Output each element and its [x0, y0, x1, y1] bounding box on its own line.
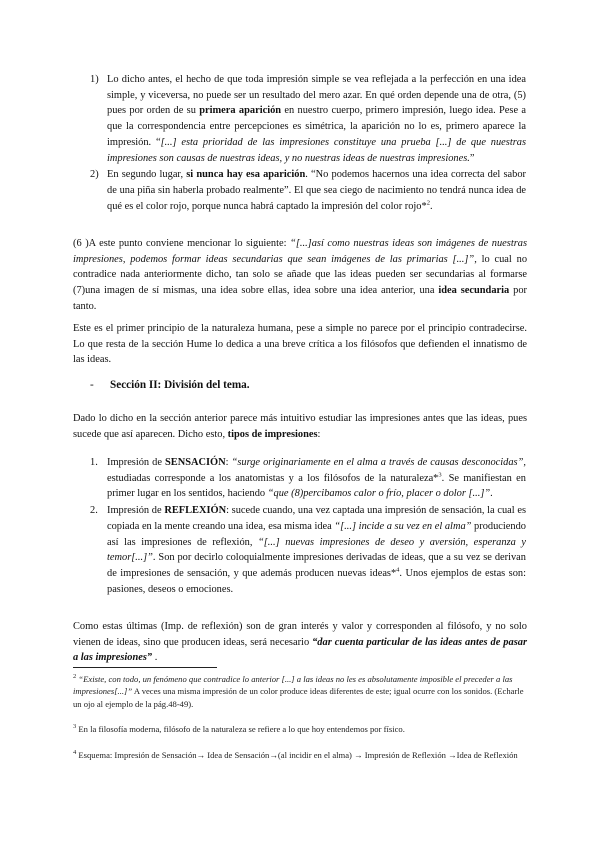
emphasis-text: primera aparición: [199, 105, 282, 117]
footnote: $^2$ “Existe, con todo, un fenómeno que contradice lo anterior [...] a las ideas no les es absolutamente imposible el preceder a las impresiones[...]” A veces una misma impresión de un color produce ideas diferentes de este; igual ocurre con los sonidos. (Echarle un ojo al ejemplo de la pág.48-49).: [73, 673, 524, 709]
quote-text: “[...]así como nuestras ideas son imágenes de nuestras impresiones, podemos formar ideas secundarias que sean imágenes de las primarias [...]”: [73, 238, 527, 265]
quote-text: “dar cuenta particular de las ideas antes de pasar a las impresiones”: [73, 636, 527, 664]
list-item: 1. Impresión de SENSACIÓN: “surge originariamente en el alma a través de causas desconocidas”, estudiadas corresponde a los anatomistas y a los filósofos de la naturaleza*$^3$. Se manifiestan en primer lugar en los sentidos, haciendo “que (8)percibamos calor o frío, placer o dolor [...]”.: [90, 457, 526, 500]
quote-text: “[...] incide a su vez en el alma”: [334, 520, 472, 532]
footnote-number: 2: [73, 673, 77, 681]
section-title: Sección II: División del tema.: [110, 379, 250, 391]
list-item: 2) En segundo lugar, si nunca hay esa aparición. “No podemos hacernos una idea correcta del sabor de una piña sin haberla probado realmente”. El que sea ciego de nacimiento no tendrá nunca idea de qué es el color rojo, porque nunca habrá captado la impresión del color rojo*$^2$.: [90, 169, 527, 212]
emphasis-text: REFLEXIÓN: [164, 505, 227, 517]
numbered-list-1: [90, 72, 526, 214]
quote-text: “que (8)percibamos calor o frío, placer o dolor [...]”: [267, 488, 491, 500]
list-number: 2.: [90, 505, 98, 517]
paragraph: Como estas últimas (Imp. de reflexión) son de gran interés y valor y corresponden al filósofo, y no solo vienen de ideas, sino que producen ideas, será necesario “dar cuenta particular de las ideas antes de pasar a las impresiones” .: [73, 621, 527, 664]
footnote-number: 4: [73, 749, 77, 757]
list-item: 2. Impresión de REFLEXIÓN: sucede cuando, una vez captada una impresión de sensación, la cual es copiada en la mente creando una idea, esa misma idea “[...] incide a su vez en el alma” produciendo así las impresiones de reflexión, “[...] nuevas impresiones de deseo y aversión, esperanza y temor[...]”. Son por decirlo coloquialmente impresiones derivadas de ideas, que a su vez se derivan de impresiones de sensación, y que además producen nuevas ideas*$^4$. Unos ejemplos de estas son: pasiones, deseos o emociones.: [90, 505, 526, 595]
list-number: 1.: [90, 457, 98, 468]
quote-text: [...] esta prioridad de las impresiones constituye una prueba [...] de que nuestras impresiones son causas de nuestras ideas, y no nuestras ideas de nuestras impresiones.: [107, 136, 526, 164]
paragraph: (6 )A este punto conviene mencionar lo siguiente: “[...]así como nuestras ideas son imágenes de nuestras impresiones, podemos formar ideas secundarias que sean imágenes de las primarias [...]”, lo cual no contradice nada anteriormente dicho, tan solo se añade que las ideas pueden ser secundarias al formarse (7)una imagen de sí mismas, una idea sobre ellas, idea sobre una idea anterior, una idea secundaria por tanto.: [73, 238, 528, 312]
paragraph: Dado lo dicho en la sección anterior parece más intuitivo estudiar las impresiones antes que las ideas, pues sucede que así aparecen. Dicho esto, tipos de impresiones:: [73, 413, 527, 440]
footnote-ref[interactable]: 2: [426, 199, 430, 207]
heading-bullet: -: [90, 379, 94, 391]
list-number: 2): [90, 169, 99, 181]
emphasis-text: SENSACIÓN: [165, 457, 226, 468]
paragraph: Este es el primer principio de la naturaleza humana, pese a simple no parece por el principio contradecirse. Lo que resta de la sección Hume lo dedica a una breve crítica a los filósofos que defienden el innatismo de las ideas.: [73, 323, 527, 366]
quote-text: “surge originariamente en el alma a través de causas desconocidas”: [231, 457, 524, 468]
footnote-number: 3: [73, 723, 77, 731]
footnote-ref[interactable]: 4: [396, 566, 400, 574]
quote-text: “[...] nuevas impresiones de deseo y aversión, esperanza y temor[...]”: [107, 536, 526, 564]
numbered-list-2: [90, 455, 526, 597]
emphasis-text: si nunca hay esa aparición: [186, 169, 306, 181]
footnote: $^4$ Esquema: Impresión de Sensación→ Idea de Sensación→(al incidir en el alma) → Impresión de Reflexión →Idea de Reflexión: [73, 749, 518, 760]
emphasis-text: idea secundaria: [438, 285, 510, 297]
quote-text: “Existe, con todo, un fenómeno que contradice lo anterior [...] a las ideas no les es absolutamente imposible el preceder a las impresiones[...]”: [73, 674, 513, 697]
footnote-ref[interactable]: 3: [438, 471, 442, 479]
list-item: 1) Lo dicho antes, el hecho de que toda impresión simple se vea reflejada a la perfección en una idea simple, y viceversa, no puede ser un resultado del mero azar. En qué orden depende una de otra, (5) pues por orden de su primera aparición en nuestro cuerpo, primero impresión, luego idea. Pese a que la correspondencia entre percepciones es simétrica, la aparición no lo es, primero aparece la impresión. “[...] esta prioridad de las impresiones constituye una prueba [...] de que nuestras impresiones son causas de nuestras ideas, y no nuestras ideas de nuestras impresiones.”: [90, 74, 526, 164]
footnote-separator: [73, 667, 217, 668]
footnote: $^3$ En la filosofía moderna, filósofo de la naturaleza se refiere a lo que hoy entendemos por físico.: [73, 723, 405, 734]
emphasis-text: tipos de impresiones: [227, 428, 318, 440]
list-number: 1): [90, 74, 99, 85]
section-heading: [90, 379, 250, 391]
